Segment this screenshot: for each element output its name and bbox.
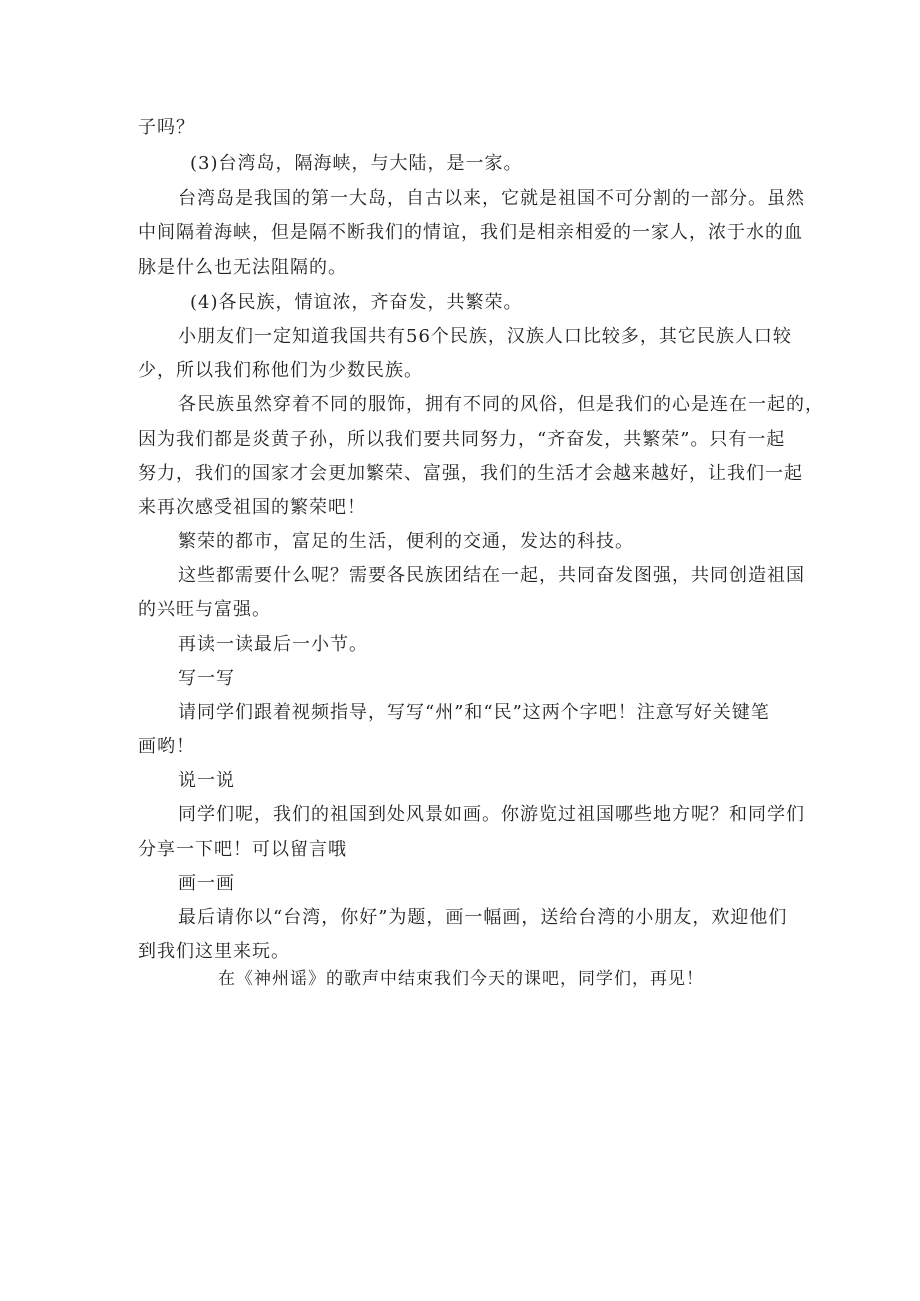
text-line: 画哟！: [138, 736, 195, 757]
section-heading: 写一写: [178, 668, 235, 689]
text-line: 再读一读最后一小节。: [178, 634, 368, 655]
text-line: 努力，我们的国家才会更加繁荣、富强，我们的生活才会越来越好，让我们一起: [138, 463, 803, 484]
closing-line: 在《神州谣》的歌声中结束我们今天的课吧，同学们，再见！: [218, 969, 704, 989]
text-line: 中间隔着海峡，但是隔不断我们的情谊，我们是相亲相爱的一家人，浓于水的血: [138, 222, 803, 243]
text-line: 各民族虽然穿着不同的服饰，拥有不同的风俗，但是我们的心是连在一起的，: [178, 394, 824, 415]
text-line: 小朋友们一定知道我国共有56个民族，汉族人口比较多，其它民族人口较: [178, 326, 792, 347]
text-line: 分享一下吧！可以留言哦: [138, 839, 347, 860]
section-heading: 说一说: [178, 770, 235, 791]
text-line: 同学们呢，我们的祖国到处风景如画。你游览过祖国哪些地方呢？和同学们: [178, 804, 805, 825]
text-line: 少，所以我们称他们为少数民族。: [138, 360, 423, 381]
text-line: 请同学们跟着视频指导，写写“州”和“民”这两个字吧！注意写好关键笔: [178, 702, 770, 723]
section-heading: 画一画: [178, 873, 235, 894]
text-line: 这些都需要什么呢？需要各民族团结在一起，共同奋发图强，共同创造祖国: [178, 565, 805, 586]
text-line: 繁荣的都市，富足的生活，便利的交通，发达的科技。: [178, 531, 634, 552]
text-line: 脉是什么也无法阻隔的。: [138, 257, 347, 278]
section-heading: (3)台湾岛，隔海峡，与大陆，是一家。: [190, 153, 523, 174]
section-heading: (4)各民族，情谊浓，齐奋发，共繁荣。: [190, 292, 523, 313]
text-line: 的兴旺与富强。: [138, 599, 271, 620]
text-line: 最后请你以“台湾，你好”为题，画一幅画，送给台湾的小朋友，欢迎他们: [178, 907, 788, 928]
text-line: 台湾岛是我国的第一大岛，自古以来，它就是祖国不可分割的一部分。虽然: [178, 188, 805, 209]
text-line: 因为我们都是炎黄子孙，所以我们要共同努力，“齐奋发，共繁荣”。只有一起: [138, 429, 786, 450]
text-line: 来再次感受祖国的繁荣吧！: [138, 497, 366, 518]
text-line: 到我们这里来玩。: [138, 941, 290, 962]
text-line: 子吗？: [138, 117, 195, 138]
